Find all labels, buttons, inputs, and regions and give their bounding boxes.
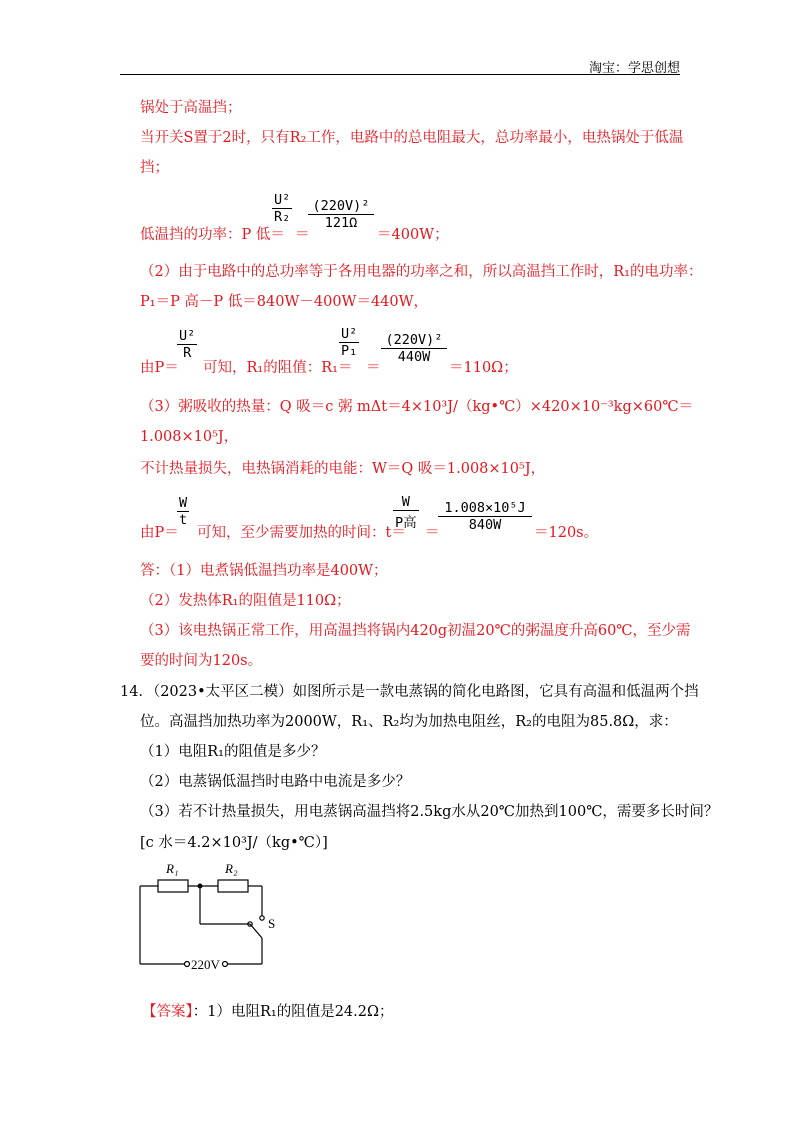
solution-line: ＝120s。 <box>534 525 599 541</box>
answer-line: 答：（1）电煮锅低温挡功率是400W； <box>140 563 388 579</box>
question-line: [c 水＝4.2×10³J/（kg•℃）] <box>140 835 328 851</box>
switch-label: S <box>268 916 276 931</box>
fraction: W t <box>179 495 188 528</box>
solution-line: 由P＝ <box>140 525 179 541</box>
question-line: （3）若不计热量损失，用电蒸锅高温挡将2.5kg水从20℃加热到100℃，需要多长时间？ <box>140 804 719 820</box>
question-line: （2）电蒸锅低温挡时电路中电流是多少？ <box>140 774 411 790</box>
question-line: （1）电阻R₁的阻值是多少？ <box>140 744 326 760</box>
fraction: U² R₂ <box>274 192 291 225</box>
solution-line: 挡； <box>140 160 169 176</box>
question-line: 14．（2023•太平区二模）如图所示是一款电蒸锅的简化电路图，它具有高温和低温两个挡 <box>120 684 699 700</box>
solution-line: ＝110Ω； <box>449 360 518 376</box>
fraction: W P高 <box>395 494 417 531</box>
solution-line: （3）粥吸收的热量：Q 吸＝c 粥 mΔt＝4×10³J/（kg•℃）×420×10⁻³kg×60℃＝ <box>140 399 694 415</box>
solution-line: 可知，至少需要加热的时间：t＝ <box>197 525 406 541</box>
fraction: U² P₁ <box>341 326 358 359</box>
answer-tag: 【答案】 <box>142 1004 193 1020</box>
solution-line: ＝400W； <box>377 227 449 243</box>
circuit-diagram <box>130 858 290 973</box>
solution-line: 当开关S置于2时，只有R₂工作，电路中的总电阻最大，总功率最小，电热锅处于低温 <box>140 130 684 146</box>
answer-text: ：1）电阻R₁的阻值是24.2Ω； <box>192 1004 394 1020</box>
answer-line: （3）该电热锅正常工作，用高温挡将锅内420g初温20℃的粥温度升高60℃，至少需 <box>140 623 691 639</box>
fraction: 1.008×10⁵J 840W <box>438 500 532 533</box>
solution-line: 由P＝ <box>140 360 179 376</box>
voltage-label: 220V <box>191 957 220 972</box>
header-text: 淘宝：学思创想 <box>588 61 680 76</box>
fraction: U² R <box>179 328 196 361</box>
solution-line: 1.008×10⁵J， <box>140 429 239 445</box>
r2-label: R₂ <box>225 861 238 876</box>
answer-row <box>142 1002 394 1022</box>
fraction: (220V)² 440W <box>381 332 447 365</box>
question-line: 位。高温挡加热功率为2000W，R₁、R₂均为加热电阻丝，R₂的电阻为85.8Ω，求： <box>140 714 678 730</box>
page-header <box>120 0 680 75</box>
answer-line: （2）发热体R₁的阻值是110Ω； <box>140 593 351 609</box>
solution-line: 低温挡的功率：P 低＝ <box>140 227 285 243</box>
r1-label: R₁ <box>166 861 179 876</box>
solution-line: P₁＝P 高－P 低＝840W－400W＝440W， <box>140 294 429 310</box>
answer-line: 要的时间为120s。 <box>140 653 263 669</box>
fraction: (220V)² 121Ω <box>308 198 374 231</box>
solution-line: （2）由于电路中的总功率等于各用电器的功率之和，所以高温挡工作时，R₁的电功率： <box>140 264 703 280</box>
solution-line: 可知，R₁的阻值：R₁＝ <box>203 360 353 376</box>
resistor-r1 <box>158 880 188 892</box>
solution-line: 不计热量损失，电热锅消耗的电能：W＝Q 吸＝1.008×10⁵J， <box>140 461 546 477</box>
resistor-r2 <box>218 880 248 892</box>
solution-line: 锅处于高温挡； <box>140 100 242 116</box>
